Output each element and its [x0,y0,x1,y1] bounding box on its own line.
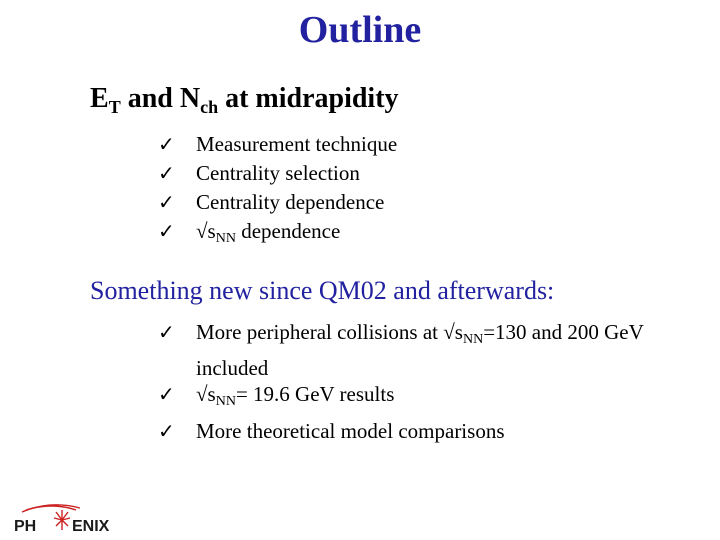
checkmark-icon: ✓ [158,190,175,214]
sqrt-s: √s [443,320,463,344]
list-item [158,417,720,446]
list-item [158,380,720,417]
heading-and-n: and N [120,83,201,114]
heading-e: E [90,83,109,114]
list-item [158,318,720,380]
list-item-text: Measurement technique [196,132,398,156]
checkmark-icon: ✓ [158,382,175,406]
section2-list [158,318,720,446]
list-item [158,188,397,217]
nn-subscript: NN [215,394,236,409]
checkmark-icon: ✓ [158,132,175,156]
phenix-logo [10,498,120,538]
list-item [158,159,397,188]
list-item-text: dependence [235,219,341,243]
list-item-text: More peripheral collisions at [196,320,444,344]
checkmark-icon: ✓ [158,419,175,443]
list-item-text: Centrality dependence [196,190,385,214]
list-item-text: More theoretical model comparisons [196,419,505,443]
checkmark-icon: ✓ [158,219,175,243]
checkmark-icon: ✓ [158,320,175,344]
list-item [158,217,397,246]
list-item-text: =130 and 200 GeV included [196,320,644,380]
list-item-text: = 19.6 GeV results [235,382,395,406]
section1-list [158,130,397,246]
section2-heading: Something new since QM02 and afterwards: [90,276,555,305]
logo-text-left: PH [14,518,37,535]
nn-subscript: NN [215,231,236,246]
list-item [158,130,397,159]
section1-heading [90,82,399,124]
heading-rest: at midrapidity [218,83,399,114]
sqrt-s: √s [196,219,216,243]
page-title: Outline [298,9,422,51]
heading-e-subscript: T [108,97,121,117]
sqrt-s: √s [196,382,216,406]
heading-n-subscript: ch [200,97,219,117]
logo-text-right: ENIX [72,518,110,535]
list-item-text: Centrality selection [196,161,360,185]
nn-subscript: NN [462,332,484,347]
checkmark-icon: ✓ [158,161,175,185]
